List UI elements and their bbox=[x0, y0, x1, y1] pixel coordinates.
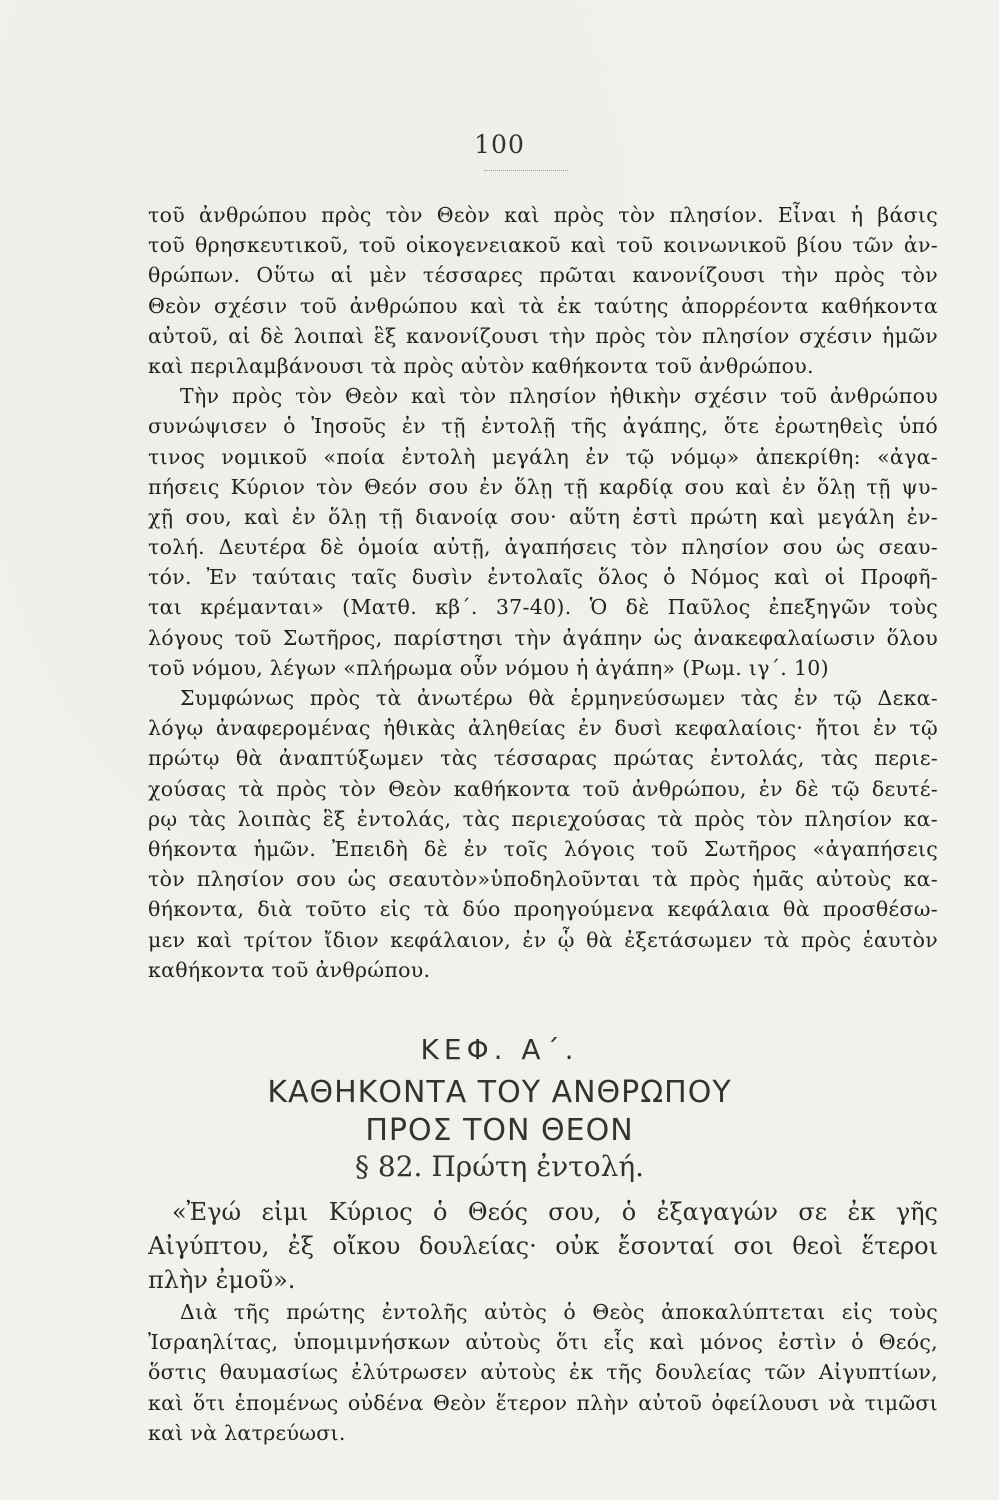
text-line: ται κρέμανται» (Ματθ. κβ΄. 37-40). Ὁ δὲ Παῦλος ἐπεξηγῶν τοὺς bbox=[148, 595, 938, 620]
text-line: τινος νομικοῦ «ποία ἐντολὴ μεγάλη ἐν τῷ νόμῳ» ἀπεκρίθη: «ἀγα- bbox=[148, 444, 938, 469]
commandment-quote bbox=[148, 1195, 938, 1297]
text-line: Ἰσραηλίτας, ὑπομιμνήσκων αὐτοὺς ὅτι εἷς καὶ μόνος ἐστὶν ὁ Θεός, bbox=[148, 1330, 938, 1355]
text-line: καὶ ὅτι ἑπομένως οὐδένα Θεὸν ἕτερον πλὴν αὐτοῦ ὀφείλουσι νὰ τιμῶσι bbox=[148, 1390, 938, 1415]
page-number: 100 bbox=[474, 130, 525, 159]
text-line: λόγῳ ἀναφερομένας ἠθικὰς ἀληθείας ἐν δυσὶ κεφαλαίοις· ἤτοι ἐν τῷ bbox=[148, 716, 938, 741]
text-line: καὶ νὰ λατρεύωσι. bbox=[148, 1420, 346, 1445]
text-line: τολή. Δευτέρα δὲ ὁμοία αὐτῇ, ἀγαπήσεις τὸν πλησίον σου ὡς σεαυ- bbox=[148, 535, 938, 560]
paragraph-2 bbox=[148, 381, 938, 683]
text-line: τοῦ ἀνθρώπου πρὸς τὸν Θεὸν καὶ πρὸς τὸν πλησίον. Εἶναι ἡ βάσις bbox=[148, 203, 938, 227]
paragraph-1 bbox=[148, 200, 938, 381]
text-line: πρώτῳ θὰ ἀναπτύξωμεν τὰς τέσσαρας πρώτας ἐντολάς, τὰς περιε- bbox=[148, 746, 938, 771]
text-line: θήκοντα ἡμῶν. Ἐπειδὴ δὲ ἐν τοῖς λόγοις τοῦ Σωτῆρος «ἀγαπήσεις bbox=[148, 836, 938, 861]
text-line: θρώπων. Οὕτω αἱ μὲν τέσσαρες πρῶται κανονίζουσι τὴν πρὸς τὸν bbox=[148, 263, 938, 288]
text-line: καὶ περιλαμβάνουσι τὰ πρὸς αὐτὸν καθήκοντα τοῦ ἀνθρώπου. bbox=[148, 353, 814, 378]
text-line: τόν. Ἐν ταύταις ταῖς δυσὶν ἐντολαῖς ὅλος ὁ Νόμος καὶ οἱ Προφῆ- bbox=[148, 565, 938, 590]
paragraph-3 bbox=[148, 683, 938, 985]
text-line: θήκοντα, διὰ τοῦτο εἰς τὰ δύο προηγούμενα κεφάλαια θὰ προσθέσω- bbox=[148, 897, 938, 922]
quote-line: Αἰγύπτου, ἐξ οἴκου δουλείας· οὐκ ἔσονταί σοι θεοὶ ἕτεροι bbox=[148, 1232, 938, 1260]
text-line: χούσας τὰ πρὸς τὸν Θεὸν καθήκοντα τοῦ ἀνθρώπου, ἐν δὲ τῷ δευτέ- bbox=[148, 776, 938, 801]
chapter-label: ΚΕΦ. Α΄. bbox=[420, 1033, 579, 1066]
chapter-title-line-2: ΠΡΟΣ ΤΟΝ ΘΕΟΝ bbox=[365, 1113, 634, 1148]
page-number-rule bbox=[484, 170, 568, 171]
text-line: ὅστις θαυμασίως ἐλύτρωσεν αὐτοὺς ἐκ τῆς δουλείας τῶν Αἰγυπτίων, bbox=[148, 1360, 938, 1385]
text-line: αὐτοῦ, αἱ δὲ λοιπαὶ ἓξ κανονίζουσι τὴν πρὸς τὸν πλησίον σχέσιν ἡμῶν bbox=[148, 323, 938, 348]
quote-line: πλὴν ἐμοῦ». bbox=[148, 1266, 296, 1294]
text-line: χῇ σου, καὶ ἐν ὅλῃ τῇ διανοίᾳ σου· αὕτη ἐστὶ πρώτη καὶ μεγάλη ἐν- bbox=[148, 504, 938, 529]
text-line: πήσεις Κύριον τὸν Θεόν σου ἐν ὅλῃ τῇ καρδίᾳ σου καὶ ἐν ὅλῃ τῇ ψυ- bbox=[148, 474, 938, 499]
quote-line: «Ἐγώ εἰμι Κύριος ὁ Θεός σου, ὁ ἐξαγαγών σε ἐκ γῆς bbox=[172, 1198, 938, 1226]
closing-paragraph bbox=[148, 1297, 938, 1448]
section-title: § 82. Πρώτη ἐντολή. bbox=[354, 1150, 645, 1183]
text-line: Συμφώνως πρὸς τὰ ἀνωτέρω θὰ ἑρμηνεύσωμεν τὰς ἐν τῷ Δεκα- bbox=[180, 686, 938, 710]
text-line: συνώψισεν ὁ Ἰησοῦς ἐν τῇ ἐντολῇ τῆς ἀγάπης, ὅτε ἐρωτηθεὶς ὑπό bbox=[148, 414, 938, 439]
text-line: τοῦ νόμου, λέγων «πλήρωμα οὖν νόμου ἡ ἀγάπη» (Ρωμ. ιγ΄. 10) bbox=[148, 655, 829, 680]
text-line: καθήκοντα τοῦ ἀνθρώπου. bbox=[148, 957, 431, 982]
text-line: τὸν πλησίον σου ὡς σεαυτὸν»ὑποδηλοῦνται τὰ πρὸς ἡμᾶς αὐτοὺς κα- bbox=[148, 867, 938, 892]
text-line: λόγους τοῦ Σωτῆρος, παρίστησι τὴν ἀγάπην ὡς ἀνακεφαλαίωσιν ὅλου bbox=[148, 625, 938, 650]
body-text bbox=[148, 200, 938, 985]
text-line: μεν καὶ τρίτον ἴδιον κεφάλαιον, ἐν ᾧ θὰ ἐξετάσωμεν τὰ πρὸς ἑαυτὸν bbox=[148, 927, 938, 952]
text-line: ρῳ τὰς λοιπὰς ἓξ ἐντολάς, τὰς περιεχούσας τὰ πρὸς τὸν πλησίον κα- bbox=[148, 806, 938, 831]
text-line: Διὰ τῆς πρώτης ἐντολῆς αὐτὸς ὁ Θεὸς ἀποκαλύπτεται εἰς τοὺς bbox=[180, 1300, 938, 1324]
text-line: Τὴν πρὸς τὸν Θεὸν καὶ τὸν πλησίον ἠθικὴν σχέσιν τοῦ ἀνθρώπου bbox=[180, 384, 938, 409]
text-line: τοῦ θρησκευτικοῦ, τοῦ οἰκογενειακοῦ καὶ τοῦ κοινωνικοῦ βίου τῶν ἀν- bbox=[148, 233, 938, 258]
text-line: Θεὸν σχέσιν τοῦ ἀνθρώπου καὶ τὰ ἐκ ταύτης ἀπορρέοντα καθήκοντα bbox=[148, 293, 938, 318]
chapter-title-line-1: ΚΑΘΗΚΟΝΤΑ ΤΟΥ ΑΝΘΡΩΠΟΥ bbox=[267, 1075, 732, 1110]
